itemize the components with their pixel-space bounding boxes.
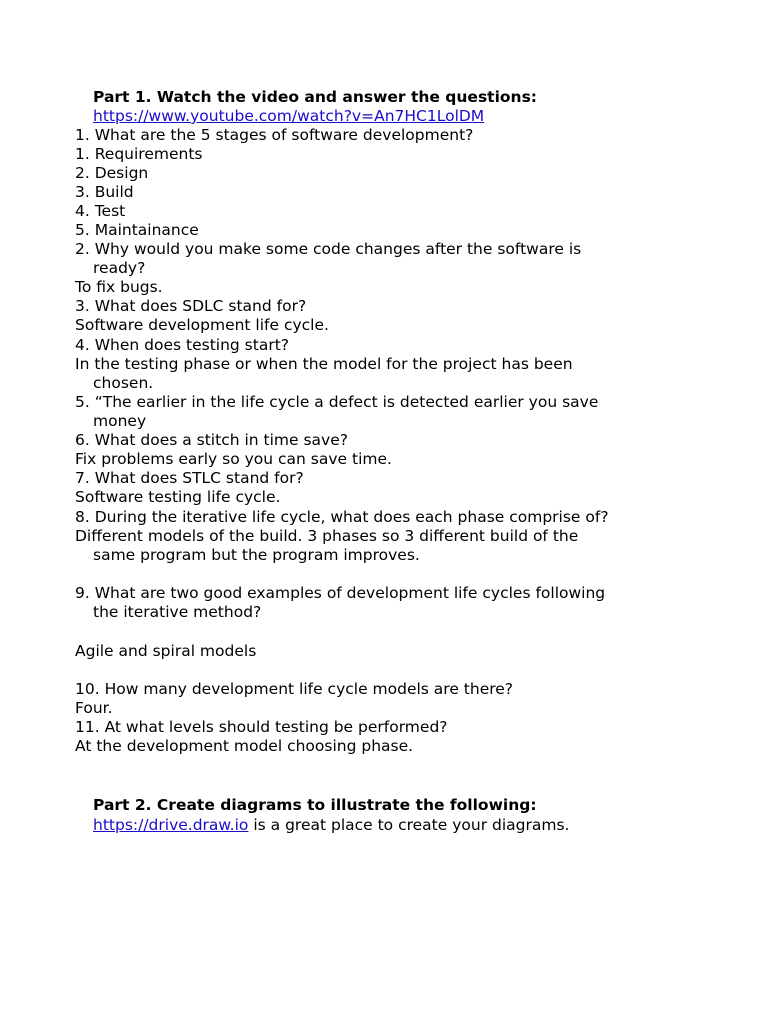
question-4: 4. When does testing start? xyxy=(75,336,290,354)
question-8: 8. During the iterative life cycle, what does each phase comprise of? xyxy=(75,508,609,526)
question-3: 3. What does SDLC stand for? xyxy=(75,297,307,315)
stage-item: 3. Build xyxy=(75,183,134,201)
question-5-continued: money xyxy=(93,412,147,430)
answer-3: Software development life cycle. xyxy=(75,316,329,334)
question-5: 5. “The earlier in the life cycle a defect is detected earlier you save xyxy=(75,393,599,411)
question-7: 7. What does STLC stand for? xyxy=(75,469,304,487)
answer-11: At the development model choosing phase. xyxy=(75,737,414,755)
question-2: 2. Why would you make some code changes after the software is xyxy=(75,240,582,258)
answer-2: To fix bugs. xyxy=(75,278,163,296)
stage-item: 2. Design xyxy=(75,164,149,182)
answer-4-continued: chosen. xyxy=(93,374,154,392)
part1-heading: Part 1. Watch the video and answer the questions: xyxy=(93,88,538,106)
question-1: 1. What are the 5 stages of software development? xyxy=(75,126,474,144)
question-2-continued: ready? xyxy=(93,259,146,277)
question-11: 11. At what levels should testing be performed? xyxy=(75,718,448,736)
question-9-continued: the iterative method? xyxy=(93,603,262,621)
part2-heading: Part 2. Create diagrams to illustrate the following: xyxy=(93,796,537,814)
draw-link-line xyxy=(93,816,569,835)
answer-8-continued: same program but the program improves. xyxy=(93,546,420,564)
answer-7: Software testing life cycle. xyxy=(75,488,281,506)
stage-item: 5. Maintainance xyxy=(75,221,199,239)
answer-4: In the testing phase or when the model for the project has been xyxy=(75,355,573,373)
question-6: 6. What does a stitch in time save? xyxy=(75,431,348,449)
answer-8: Different models of the build. 3 phases so 3 different build of the xyxy=(75,527,579,545)
video-link[interactable]: https://www.youtube.com/watch?v=An7HC1LolDM xyxy=(93,107,485,125)
question-10: 10. How many development life cycle models are there? xyxy=(75,680,514,698)
video-link-line xyxy=(93,107,484,126)
stage-item: 4. Test xyxy=(75,202,126,220)
answer-9: Agile and spiral models xyxy=(75,642,257,660)
draw-io-link[interactable]: https://drive.draw.io xyxy=(93,816,249,834)
draw-link-suffix: is a great place to create your diagrams. xyxy=(248,816,570,834)
answer-10: Four. xyxy=(75,699,113,717)
stage-item: 1. Requirements xyxy=(75,145,203,163)
answer-6: Fix problems early so you can save time. xyxy=(75,450,392,468)
question-9: 9. What are two good examples of development life cycles following xyxy=(75,584,606,602)
